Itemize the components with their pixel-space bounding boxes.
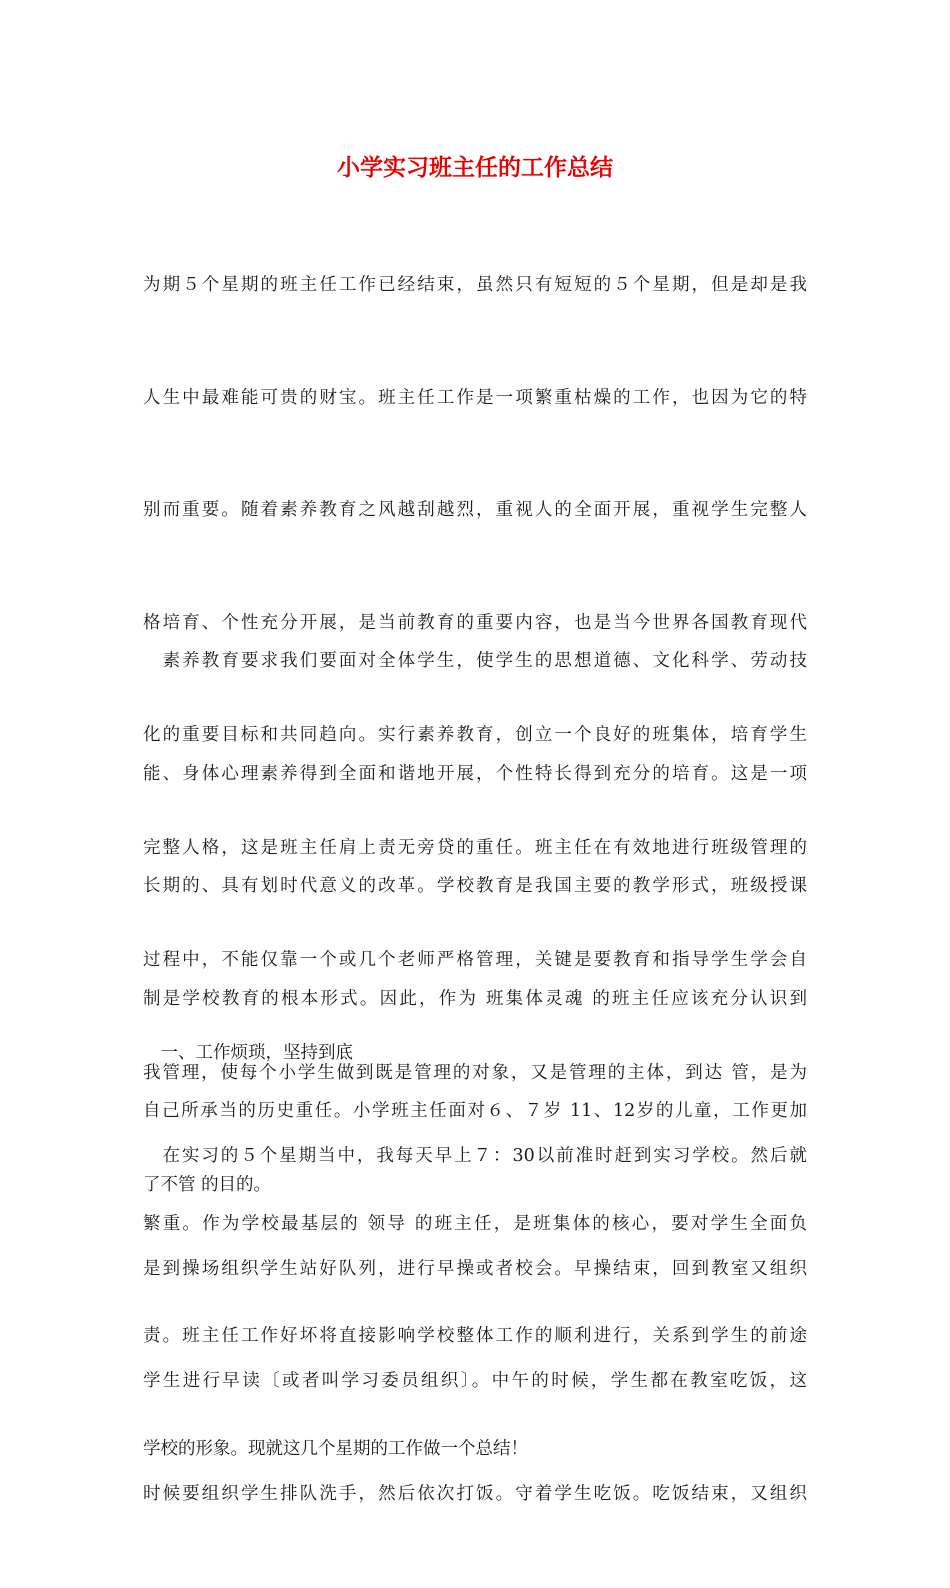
text-line: 别而重要。随着素养教育之风越刮越烈，重视人的全面开展，重视学生完整人 (143, 500, 807, 520)
text-line: 学生进行早读〔或者叫学习委员组织〕。中午的时候，学生都在教室吃饭，这 (143, 1371, 807, 1391)
text-line: 制是学校教育的根本形式。因此，作为 班集体灵魂 的班主任应该充分认识到 (143, 988, 807, 1009)
text-line: 自己所承当的历史重任。小学班主任面对６、７岁 11、12岁的儿童，工作更加 (143, 1101, 807, 1121)
text-line: 繁重。作为学校最基层的 领导 的班主任，是班集体的核心，要对学生全面负 (143, 1213, 807, 1234)
text-line: 为期５个星期的班主任工作已经结束，虽然只有短短的５个星期，但是却是我 (143, 275, 807, 295)
text-line: 能、身体心理素养得到全面和谐地开展，个性特长得到充分的培育。这是一项 (143, 763, 807, 784)
text-line: 人生中最难能可贵的财宝。班主任工作是一项繁重枯燥的工作，也因为它的特 (143, 387, 807, 408)
text-line: 是到操场组织学生站好队列，进行早操或者校会。早操结束，回到教室又组织 (143, 1258, 807, 1279)
text-line: 了不管 的目的。 (143, 1175, 272, 1195)
text-line: 过程中，不能仅靠一个或几个老师严格管理，关键是要教育和指导学生学会自 (143, 950, 807, 970)
text-line: 时候要组织学生排队洗手，然后依次打饭。守着学生吃饭。吃饭结束，又组织 (143, 1483, 807, 1504)
text-line: 完整人格，这是班主任肩上责无旁贷的重任。班主任在有效地进行班级管理的 (143, 837, 807, 858)
text-line: 格培育、个性充分开展，是当前教育的重要内容，也是当今世界各国教育现代 (143, 612, 807, 633)
text-line: 学校的形象。现就这几个星期的工作做一个总结！ (143, 1438, 528, 1459)
text-line: 长期的、具有划时代意义的改革。学校教育是我国主要的教学形式，班级授课 (143, 876, 807, 896)
text-line: 责。班主任工作好坏将直接影响学校整体工作的顺利进行，关系到学生的前途 (143, 1326, 807, 1346)
text-line: 一、工作烦琐，坚持到底 (143, 1043, 353, 1063)
text-line: 我管理，使每个小学生做到既是管理的对象，又是管理的主体，到达 管，是为 (143, 1062, 807, 1083)
text-line: 化的重要目标和共同趋向。实行素养教育，创立一个良好的班集体，培育学生 (143, 725, 807, 745)
text-line: 在实习的５个星期当中，我每天早上７：30以前准时赶到实习学校。然后就 (143, 1146, 807, 1166)
paragraph-daily-work (143, 1063, 807, 1588)
text-line: 素养教育要求我们要面对全体学生，使学生的思想道德、文化科学、劳动技 (143, 651, 807, 671)
document-title: 小学实习班主任的工作总结 (337, 154, 613, 181)
